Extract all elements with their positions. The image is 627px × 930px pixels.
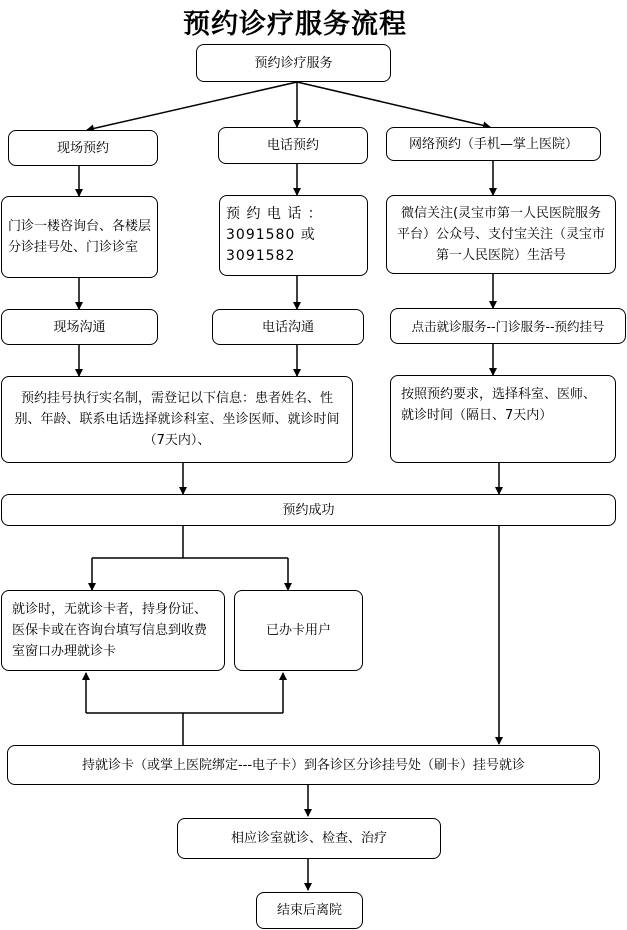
box-realname: 预约挂号执行实名制，需登记以下信息：患者姓名、性别、年龄、联系电话选择就诊科室、坐诊医师、就诊时间（7天内）、	[1, 376, 353, 463]
page-title: 预约诊疗服务流程	[183, 9, 407, 40]
box-service: 预约诊疗服务	[196, 44, 391, 82]
box-phone-number: 预 约 电 话 ： 3091580 或 3091582	[219, 195, 368, 276]
box-onsite-location: 门诊一楼咨询台、各楼层分诊挂号处、门诊诊室	[1, 196, 158, 278]
box-onsite: 现场预约	[8, 130, 158, 166]
box-leave: 结束后离院	[256, 892, 363, 929]
box-onsite-comm: 现场沟通	[1, 309, 158, 345]
box-online: 网络预约（手机—掌上医院）	[386, 127, 601, 161]
box-success: 预约成功	[1, 494, 616, 526]
box-treatment: 相应诊室就诊、检查、治疗	[177, 818, 441, 859]
arrow-service-onsite	[87, 82, 297, 130]
box-no-card: 就诊时，无就诊卡者，持身份证、医保卡或在咨询台填写信息到收费室窗口办理就诊卡	[1, 590, 225, 671]
box-has-card: 已办卡用户	[234, 590, 363, 671]
box-online-click: 点击就诊服务--门诊服务--预约挂号	[390, 308, 626, 344]
box-online-select: 按照预约要求，选择科室、医师、就诊时间（隔日、7天内）	[390, 375, 616, 463]
box-phone: 电话预约	[218, 127, 368, 164]
arrow-service-online	[297, 82, 490, 127]
box-register: 持就诊卡（或掌上医院绑定---电子卡）到各诊区分诊挂号处（刷卡）挂号就诊	[7, 745, 600, 785]
box-phone-comm: 电话沟通	[212, 309, 364, 345]
box-online-wechat: 微信关注(灵宝市第一人民医院服务平台）公众号、支付宝关注（灵宝市第一人民医院）生活号	[386, 195, 616, 274]
